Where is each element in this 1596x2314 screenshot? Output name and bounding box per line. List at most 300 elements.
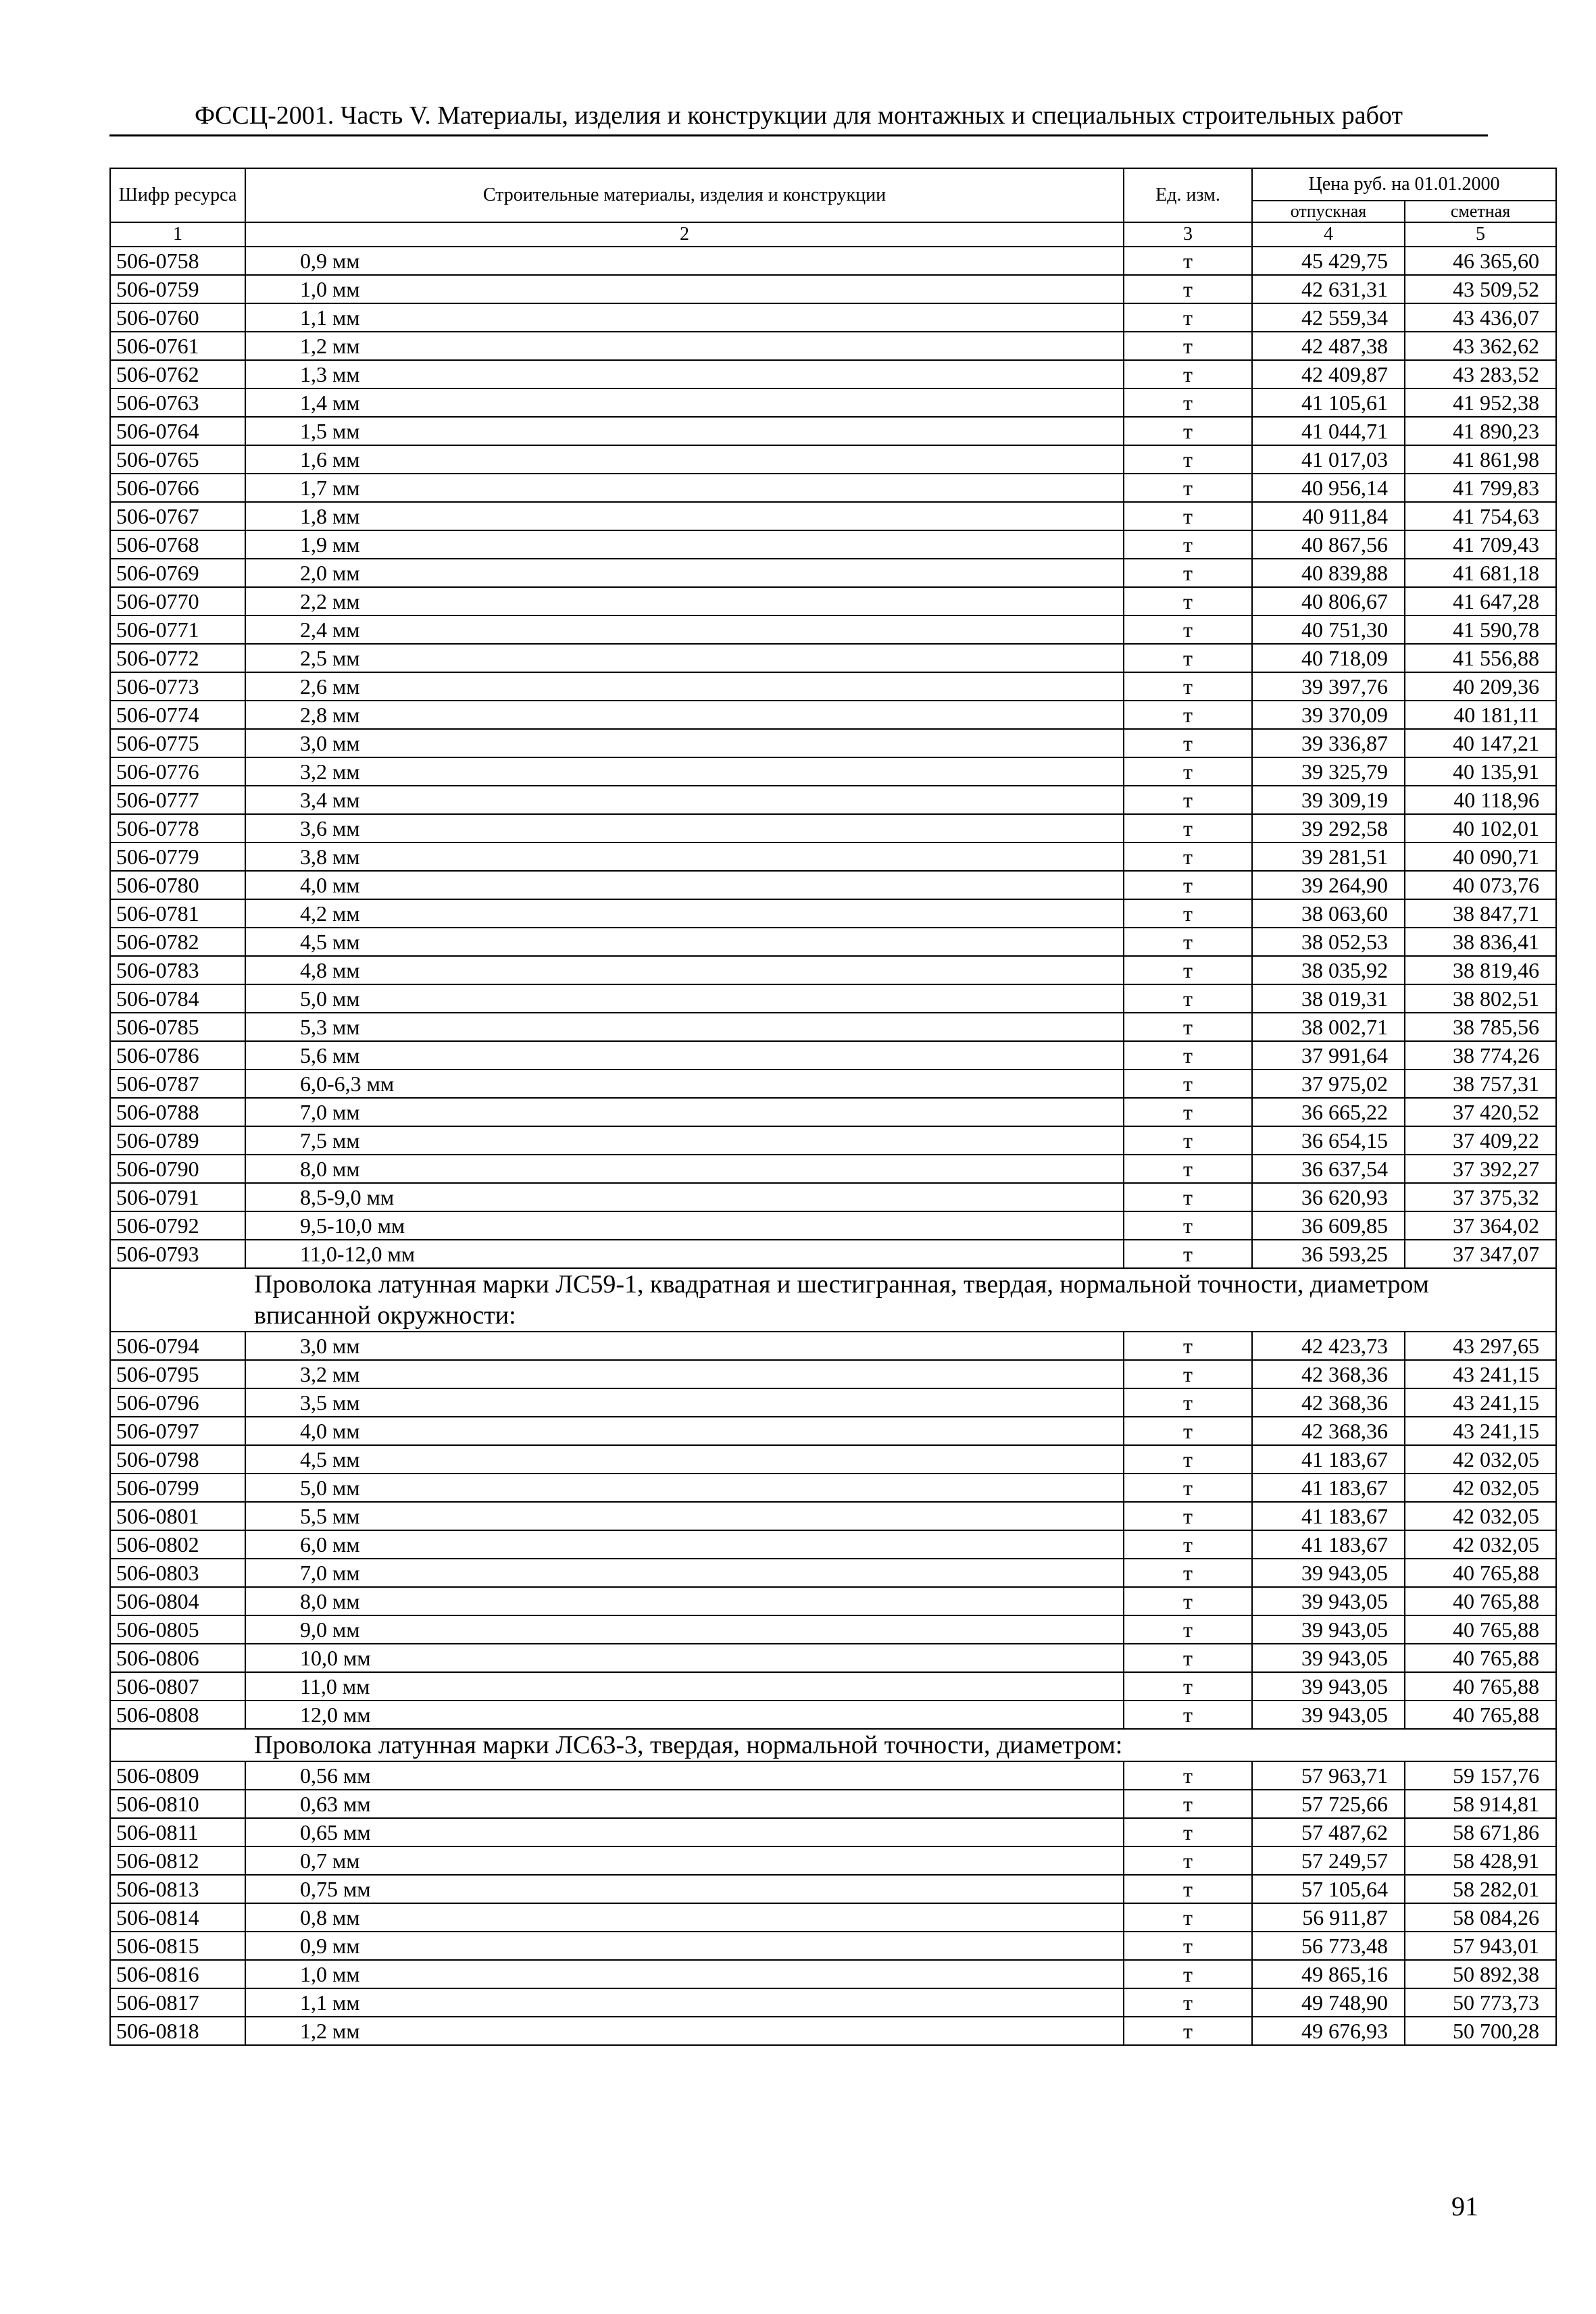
price-estimate: 42 032,05 <box>1405 1530 1556 1559</box>
item-name: 4,5 мм <box>245 928 1124 956</box>
resource-code: 506-0772 <box>110 644 245 672</box>
resource-code: 506-0777 <box>110 786 245 814</box>
price-release: 36 654,15 <box>1252 1126 1405 1155</box>
price-release: 42 409,87 <box>1252 360 1405 388</box>
unit: т <box>1124 1761 1252 1790</box>
resource-code: 506-0790 <box>110 1155 245 1183</box>
price-release: 40 806,67 <box>1252 587 1405 615</box>
unit: т <box>1124 530 1252 559</box>
table-row <box>110 1098 1556 1126</box>
resource-code: 506-0783 <box>110 956 245 984</box>
page-header <box>109 93 1488 136</box>
item-name: 2,0 мм <box>245 559 1124 587</box>
price-release: 40 751,30 <box>1252 615 1405 644</box>
column-number: 2 <box>245 222 1124 247</box>
item-name: 1,1 мм <box>245 1988 1124 2017</box>
table-row <box>110 1761 1556 1790</box>
item-name: 8,0 мм <box>245 1587 1124 1615</box>
price-release: 57 725,66 <box>1252 1790 1405 1818</box>
resource-code: 506-0812 <box>110 1846 245 1875</box>
price-estimate: 50 892,38 <box>1405 1960 1556 1988</box>
price-estimate: 58 084,26 <box>1405 1903 1556 1932</box>
price-estimate: 40 073,76 <box>1405 871 1556 899</box>
resource-code: 506-0808 <box>110 1701 245 1729</box>
price-estimate: 41 590,78 <box>1405 615 1556 644</box>
price-estimate: 38 819,46 <box>1405 956 1556 984</box>
item-name: 4,5 мм <box>245 1445 1124 1474</box>
table-row <box>110 1332 1556 1360</box>
header-unit: Ед. изм. <box>1124 168 1252 222</box>
item-name: 3,0 мм <box>245 1332 1124 1360</box>
unit: т <box>1124 1041 1252 1070</box>
table-row <box>110 1155 1556 1183</box>
unit: т <box>1124 360 1252 388</box>
table-row <box>110 1587 1556 1615</box>
resource-code: 506-0815 <box>110 1932 245 1960</box>
resource-code: 506-0813 <box>110 1875 245 1903</box>
unit: т <box>1124 1644 1252 1672</box>
unit: т <box>1124 1559 1252 1587</box>
resource-code: 506-0810 <box>110 1790 245 1818</box>
unit: т <box>1124 1988 1252 2017</box>
header-price-estimate: сметная <box>1405 201 1556 222</box>
table-row <box>110 644 1556 672</box>
resource-code: 506-0768 <box>110 530 245 559</box>
price-estimate: 40 135,91 <box>1405 757 1556 786</box>
resource-code: 506-0762 <box>110 360 245 388</box>
column-number: 1 <box>110 222 245 247</box>
resource-code: 506-0776 <box>110 757 245 786</box>
price-table <box>109 168 1557 2046</box>
section-title-row <box>110 1268 1556 1332</box>
price-estimate: 41 709,43 <box>1405 530 1556 559</box>
resource-code: 506-0816 <box>110 1960 245 1988</box>
resource-code: 506-0758 <box>110 247 245 275</box>
price-estimate: 38 785,56 <box>1405 1013 1556 1041</box>
price-release: 36 593,25 <box>1252 1240 1405 1268</box>
item-name: 9,0 мм <box>245 1615 1124 1644</box>
price-release: 56 911,87 <box>1252 1903 1405 1932</box>
resource-code: 506-0809 <box>110 1761 245 1790</box>
page-header-title: ФССЦ-2001. Часть V. Материалы, изделия и конструкции для монтажных и специальных строительных работ <box>194 101 1403 130</box>
unit: т <box>1124 1846 1252 1875</box>
header-code: Шифр ресурса <box>110 168 245 222</box>
price-release: 41 044,71 <box>1252 417 1405 445</box>
resource-code: 506-0814 <box>110 1903 245 1932</box>
price-estimate: 40 765,88 <box>1405 1587 1556 1615</box>
unit: т <box>1124 1790 1252 1818</box>
price-release: 39 943,05 <box>1252 1587 1405 1615</box>
unit: т <box>1124 445 1252 474</box>
table-row <box>110 1672 1556 1701</box>
unit: т <box>1124 956 1252 984</box>
price-release: 36 665,22 <box>1252 1098 1405 1126</box>
price-release: 41 183,67 <box>1252 1530 1405 1559</box>
price-release: 37 991,64 <box>1252 1041 1405 1070</box>
price-estimate: 40 118,96 <box>1405 786 1556 814</box>
unit: т <box>1124 247 1252 275</box>
price-estimate: 38 774,26 <box>1405 1041 1556 1070</box>
item-name: 1,8 мм <box>245 502 1124 530</box>
price-estimate: 38 757,31 <box>1405 1070 1556 1098</box>
price-estimate: 40 181,11 <box>1405 701 1556 729</box>
table-row <box>110 1474 1556 1502</box>
item-name: 5,5 мм <box>245 1502 1124 1530</box>
page-number: 91 <box>1451 2191 1478 2221</box>
price-release: 40 956,14 <box>1252 474 1405 502</box>
item-name: 0,8 мм <box>245 1903 1124 1932</box>
unit: т <box>1124 2017 1252 2045</box>
price-release: 39 943,05 <box>1252 1701 1405 1729</box>
price-estimate: 37 375,32 <box>1405 1183 1556 1211</box>
price-release: 39 309,19 <box>1252 786 1405 814</box>
item-name: 2,5 мм <box>245 644 1124 672</box>
table-row <box>110 1445 1556 1474</box>
item-name: 2,6 мм <box>245 672 1124 701</box>
table-row <box>110 247 1556 275</box>
table-row <box>110 1360 1556 1388</box>
resource-code: 506-0802 <box>110 1530 245 1559</box>
price-estimate: 38 836,41 <box>1405 928 1556 956</box>
item-name: 3,5 мм <box>245 1388 1124 1417</box>
resource-code: 506-0796 <box>110 1388 245 1417</box>
column-numbers-row <box>110 222 1556 247</box>
item-name: 4,8 мм <box>245 956 1124 984</box>
unit: т <box>1124 417 1252 445</box>
unit: т <box>1124 1360 1252 1388</box>
item-name: 8,0 мм <box>245 1155 1124 1183</box>
price-estimate: 58 914,81 <box>1405 1790 1556 1818</box>
table-row <box>110 1183 1556 1211</box>
item-name: 2,4 мм <box>245 615 1124 644</box>
table-row <box>110 1388 1556 1417</box>
price-estimate: 43 297,65 <box>1405 1332 1556 1360</box>
unit: т <box>1124 729 1252 757</box>
item-name: 4,2 мм <box>245 899 1124 928</box>
price-release: 37 975,02 <box>1252 1070 1405 1098</box>
resource-code: 506-0763 <box>110 388 245 417</box>
price-release: 39 370,09 <box>1252 701 1405 729</box>
table-row <box>110 672 1556 701</box>
item-name: 1,0 мм <box>245 275 1124 303</box>
resource-code: 506-0767 <box>110 502 245 530</box>
resource-code: 506-0778 <box>110 814 245 842</box>
table-row <box>110 388 1556 417</box>
unit: т <box>1124 388 1252 417</box>
price-release: 38 063,60 <box>1252 899 1405 928</box>
item-name: 10,0 мм <box>245 1644 1124 1672</box>
price-release: 42 368,36 <box>1252 1388 1405 1417</box>
price-release: 38 002,71 <box>1252 1013 1405 1041</box>
price-release: 40 911,84 <box>1252 502 1405 530</box>
price-estimate: 41 681,18 <box>1405 559 1556 587</box>
price-release: 45 429,75 <box>1252 247 1405 275</box>
price-release: 40 867,56 <box>1252 530 1405 559</box>
table-row <box>110 1615 1556 1644</box>
table-row <box>110 1903 1556 1932</box>
table-row <box>110 615 1556 644</box>
price-release: 39 325,79 <box>1252 757 1405 786</box>
resource-code: 506-0806 <box>110 1644 245 1672</box>
item-name: 1,2 мм <box>245 2017 1124 2045</box>
item-name: 8,5-9,0 мм <box>245 1183 1124 1211</box>
price-release: 41 105,61 <box>1252 388 1405 417</box>
table-row <box>110 956 1556 984</box>
resource-code: 506-0795 <box>110 1360 245 1388</box>
unit: т <box>1124 1183 1252 1211</box>
unit: т <box>1124 1530 1252 1559</box>
item-name: 11,0 мм <box>245 1672 1124 1701</box>
unit: т <box>1124 587 1252 615</box>
resource-code: 506-0781 <box>110 899 245 928</box>
price-estimate: 40 090,71 <box>1405 842 1556 871</box>
resource-code: 506-0780 <box>110 871 245 899</box>
table-row <box>110 1417 1556 1445</box>
unit: т <box>1124 786 1252 814</box>
table-row <box>110 1818 1556 1846</box>
unit: т <box>1124 1701 1252 1729</box>
price-estimate: 37 392,27 <box>1405 1155 1556 1183</box>
item-name: 5,6 мм <box>245 1041 1124 1070</box>
resource-code: 506-0792 <box>110 1211 245 1240</box>
column-number: 5 <box>1405 222 1556 247</box>
price-estimate: 50 773,73 <box>1405 1988 1556 2017</box>
unit: т <box>1124 502 1252 530</box>
unit: т <box>1124 1240 1252 1268</box>
price-release: 49 748,90 <box>1252 1988 1405 2017</box>
unit: т <box>1124 1903 1252 1932</box>
unit: т <box>1124 1126 1252 1155</box>
price-estimate: 40 765,88 <box>1405 1672 1556 1701</box>
table-row <box>110 530 1556 559</box>
price-release: 39 943,05 <box>1252 1559 1405 1587</box>
item-name: 0,75 мм <box>245 1875 1124 1903</box>
price-release: 40 839,88 <box>1252 559 1405 587</box>
price-estimate: 37 409,22 <box>1405 1126 1556 1155</box>
resource-code: 506-0773 <box>110 672 245 701</box>
price-release: 39 943,05 <box>1252 1644 1405 1672</box>
price-estimate: 40 765,88 <box>1405 1559 1556 1587</box>
table-row <box>110 1932 1556 1960</box>
price-release: 49 865,16 <box>1252 1960 1405 1988</box>
resource-code: 506-0782 <box>110 928 245 956</box>
item-name: 3,6 мм <box>245 814 1124 842</box>
table-row <box>110 1559 1556 1587</box>
item-name: 7,0 мм <box>245 1559 1124 1587</box>
price-release: 41 183,67 <box>1252 1474 1405 1502</box>
unit: т <box>1124 332 1252 360</box>
table-row <box>110 2017 1556 2045</box>
price-estimate: 41 556,88 <box>1405 644 1556 672</box>
item-name: 9,5-10,0 мм <box>245 1211 1124 1240</box>
item-name: 7,0 мм <box>245 1098 1124 1126</box>
table-row <box>110 417 1556 445</box>
table-row <box>110 1126 1556 1155</box>
price-estimate: 57 943,01 <box>1405 1932 1556 1960</box>
item-name: 12,0 мм <box>245 1701 1124 1729</box>
price-estimate: 41 754,63 <box>1405 502 1556 530</box>
price-release: 57 487,62 <box>1252 1818 1405 1846</box>
table-row <box>110 275 1556 303</box>
price-release: 57 105,64 <box>1252 1875 1405 1903</box>
unit: т <box>1124 1474 1252 1502</box>
table-row <box>110 559 1556 587</box>
price-estimate: 40 765,88 <box>1405 1701 1556 1729</box>
unit: т <box>1124 1013 1252 1041</box>
resource-code: 506-0761 <box>110 332 245 360</box>
item-name: 1,0 мм <box>245 1960 1124 1988</box>
price-estimate: 40 765,88 <box>1405 1615 1556 1644</box>
unit: т <box>1124 1388 1252 1417</box>
table-row <box>110 757 1556 786</box>
resource-code: 506-0817 <box>110 1988 245 2017</box>
item-name: 5,0 мм <box>245 984 1124 1013</box>
unit: т <box>1124 615 1252 644</box>
item-name: 1,2 мм <box>245 332 1124 360</box>
price-estimate: 42 032,05 <box>1405 1474 1556 1502</box>
item-name: 1,1 мм <box>245 303 1124 332</box>
price-estimate: 38 847,71 <box>1405 899 1556 928</box>
price-release: 41 017,03 <box>1252 445 1405 474</box>
price-release: 39 336,87 <box>1252 729 1405 757</box>
table-row <box>110 1530 1556 1559</box>
unit: т <box>1124 1417 1252 1445</box>
table-row <box>110 445 1556 474</box>
price-estimate: 46 365,60 <box>1405 247 1556 275</box>
item-name: 1,3 мм <box>245 360 1124 388</box>
price-estimate: 37 420,52 <box>1405 1098 1556 1126</box>
resource-code: 506-0775 <box>110 729 245 757</box>
unit: т <box>1124 814 1252 842</box>
item-name: 1,4 мм <box>245 388 1124 417</box>
item-name: 3,8 мм <box>245 842 1124 871</box>
price-estimate: 40 209,36 <box>1405 672 1556 701</box>
table-row <box>110 928 1556 956</box>
unit: т <box>1124 1502 1252 1530</box>
column-number: 4 <box>1252 222 1405 247</box>
price-estimate: 41 647,28 <box>1405 587 1556 615</box>
resource-code: 506-0811 <box>110 1818 245 1846</box>
price-release: 38 019,31 <box>1252 984 1405 1013</box>
price-estimate: 59 157,76 <box>1405 1761 1556 1790</box>
table-row <box>110 1701 1556 1729</box>
unit: т <box>1124 757 1252 786</box>
price-estimate: 41 861,98 <box>1405 445 1556 474</box>
resource-code: 506-0766 <box>110 474 245 502</box>
resource-code: 506-0788 <box>110 1098 245 1126</box>
item-name: 11,0-12,0 мм <box>245 1240 1124 1268</box>
item-name: 3,4 мм <box>245 786 1124 814</box>
item-name: 6,0-6,3 мм <box>245 1070 1124 1098</box>
item-name: 3,2 мм <box>245 1360 1124 1388</box>
price-release: 57 249,57 <box>1252 1846 1405 1875</box>
item-name: 5,0 мм <box>245 1474 1124 1502</box>
resource-code: 506-0760 <box>110 303 245 332</box>
unit: т <box>1124 1155 1252 1183</box>
item-name: 0,9 мм <box>245 1932 1124 1960</box>
resource-code: 506-0759 <box>110 275 245 303</box>
unit: т <box>1124 1070 1252 1098</box>
table-row <box>110 786 1556 814</box>
header-name: Строительные материалы, изделия и конструкции <box>245 168 1124 222</box>
table-row <box>110 871 1556 899</box>
resource-code: 506-0785 <box>110 1013 245 1041</box>
unit: т <box>1124 899 1252 928</box>
price-release: 39 264,90 <box>1252 871 1405 899</box>
price-estimate: 43 436,07 <box>1405 303 1556 332</box>
table-row <box>110 1211 1556 1240</box>
table-row <box>110 587 1556 615</box>
price-release: 38 035,92 <box>1252 956 1405 984</box>
table-row <box>110 360 1556 388</box>
resource-code: 506-0807 <box>110 1672 245 1701</box>
price-release: 39 281,51 <box>1252 842 1405 871</box>
unit: т <box>1124 1875 1252 1903</box>
table-row <box>110 1070 1556 1098</box>
item-name: 0,7 мм <box>245 1846 1124 1875</box>
price-release: 38 052,53 <box>1252 928 1405 956</box>
section-title-row <box>110 1729 1556 1761</box>
unit: т <box>1124 672 1252 701</box>
unit: т <box>1124 842 1252 871</box>
unit: т <box>1124 644 1252 672</box>
resource-code: 506-0794 <box>110 1332 245 1360</box>
price-estimate: 40 765,88 <box>1405 1644 1556 1672</box>
unit: т <box>1124 701 1252 729</box>
item-name: 1,9 мм <box>245 530 1124 559</box>
table-row <box>110 1960 1556 1988</box>
price-release: 39 943,05 <box>1252 1615 1405 1644</box>
table-row <box>110 1846 1556 1875</box>
price-release: 39 397,76 <box>1252 672 1405 701</box>
item-name: 5,3 мм <box>245 1013 1124 1041</box>
item-name: 3,2 мм <box>245 757 1124 786</box>
item-name: 7,5 мм <box>245 1126 1124 1155</box>
column-number: 3 <box>1124 222 1252 247</box>
price-estimate: 43 509,52 <box>1405 275 1556 303</box>
price-release: 56 773,48 <box>1252 1932 1405 1960</box>
unit: т <box>1124 1960 1252 1988</box>
resource-code: 506-0774 <box>110 701 245 729</box>
table-row <box>110 729 1556 757</box>
price-estimate: 38 802,51 <box>1405 984 1556 1013</box>
item-name: 2,2 мм <box>245 587 1124 615</box>
price-estimate: 37 364,02 <box>1405 1211 1556 1240</box>
table-row <box>110 984 1556 1013</box>
resource-code: 506-0803 <box>110 1559 245 1587</box>
price-estimate: 58 282,01 <box>1405 1875 1556 1903</box>
unit: т <box>1124 1098 1252 1126</box>
price-release: 36 637,54 <box>1252 1155 1405 1183</box>
unit: т <box>1124 1332 1252 1360</box>
price-release: 40 718,09 <box>1252 644 1405 672</box>
unit: т <box>1124 1211 1252 1240</box>
price-estimate: 43 362,62 <box>1405 332 1556 360</box>
unit: т <box>1124 871 1252 899</box>
table-body <box>110 247 1556 2045</box>
resource-code: 506-0818 <box>110 2017 245 2045</box>
price-release: 39 943,05 <box>1252 1672 1405 1701</box>
item-name: 0,63 мм <box>245 1790 1124 1818</box>
item-name: 2,8 мм <box>245 701 1124 729</box>
price-release: 36 609,85 <box>1252 1211 1405 1240</box>
table-row <box>110 1502 1556 1530</box>
table-row <box>110 1790 1556 1818</box>
resource-code: 506-0779 <box>110 842 245 871</box>
item-name: 6,0 мм <box>245 1530 1124 1559</box>
item-name: 3,0 мм <box>245 729 1124 757</box>
unit: т <box>1124 474 1252 502</box>
